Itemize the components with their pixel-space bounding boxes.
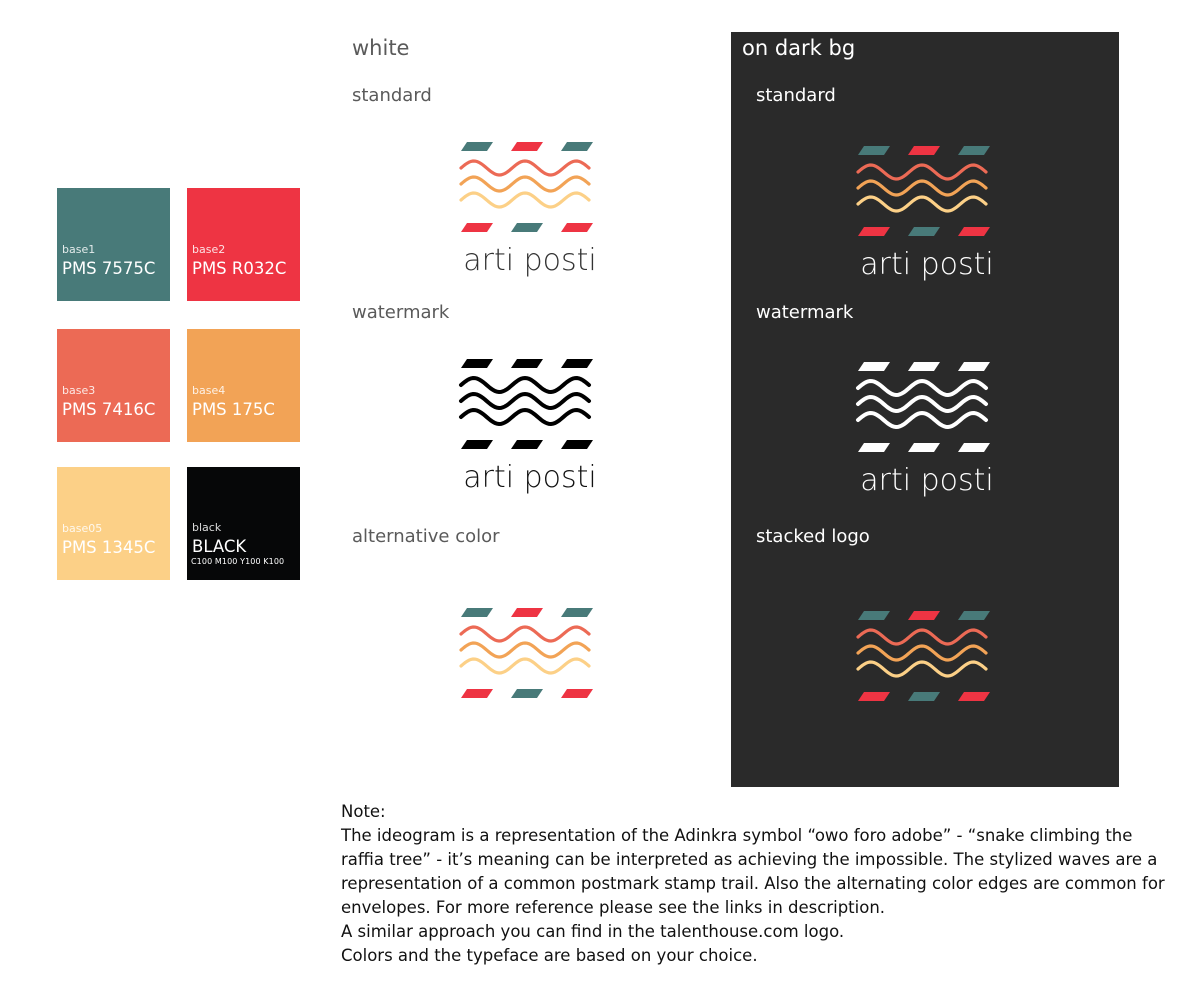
stamp-edge-bottom bbox=[908, 692, 940, 701]
swatch-base1 bbox=[57, 188, 170, 301]
white-watermark-label: watermark bbox=[352, 302, 450, 323]
postmark-wave bbox=[461, 659, 589, 673]
postmark-wave bbox=[461, 410, 589, 424]
note-title: Note: bbox=[341, 802, 386, 821]
logo-watermark-white bbox=[455, 355, 605, 500]
swatch-name: base2 bbox=[192, 243, 226, 256]
swatch-black bbox=[187, 467, 300, 580]
stamp-edge-bottom bbox=[511, 223, 543, 232]
stamp-edge-bottom bbox=[511, 689, 543, 698]
postmark-wave bbox=[858, 646, 986, 660]
postmark-wave bbox=[461, 378, 589, 392]
stamp-edge-top bbox=[958, 611, 990, 620]
logo-wordmark: arti posti bbox=[463, 460, 597, 495]
stamp-edge-bottom bbox=[461, 440, 493, 449]
swatch-base2 bbox=[187, 188, 300, 301]
stamp-edge-top bbox=[958, 146, 990, 155]
logo-wordmark: arti posti bbox=[860, 463, 994, 498]
logo-stacked-dark bbox=[852, 607, 1002, 713]
swatch-name: base4 bbox=[192, 384, 226, 397]
swatch-base4 bbox=[187, 329, 300, 442]
stamp-edge-top bbox=[561, 142, 593, 151]
note-line: Colors and the typeface are based on your choice. bbox=[341, 946, 758, 965]
swatch-code: PMS 175C bbox=[192, 400, 275, 419]
dark-stacked-label: stacked logo bbox=[756, 526, 870, 547]
swatch-name: base3 bbox=[62, 384, 96, 397]
swatch-code: BLACK bbox=[192, 537, 247, 556]
swatch-base3 bbox=[57, 329, 170, 442]
note-line: The ideogram is a representation of the Adinkra symbol “owo foro adobe” - “snake climbing the raffia tree” - it’s meaning can be interpreted as achieving the impossible. The stylized waves are a representation of a common postmark stamp trail. Also the alternating color edges are common for envelopes. For more reference please see the links in description. bbox=[341, 826, 1165, 917]
stamp-edge-bottom bbox=[858, 692, 890, 701]
swatch-base05 bbox=[57, 467, 170, 580]
stamp-edge-top bbox=[461, 142, 493, 151]
waves-stamp-icon bbox=[455, 138, 605, 283]
stamp-edge-top bbox=[858, 362, 890, 371]
logo-watermark-dark bbox=[852, 358, 1002, 503]
stamp-edge-top bbox=[858, 146, 890, 155]
stamp-edge-top bbox=[511, 359, 543, 368]
stamp-edge-bottom bbox=[511, 440, 543, 449]
stamp-edge-top bbox=[908, 146, 940, 155]
postmark-wave bbox=[858, 181, 986, 195]
swatch-name: base1 bbox=[62, 243, 96, 256]
postmark-wave bbox=[461, 177, 589, 191]
waves-stamp-icon bbox=[455, 604, 605, 710]
postmark-wave bbox=[461, 643, 589, 657]
postmark-wave bbox=[461, 394, 589, 408]
waves-stamp-icon bbox=[852, 142, 1002, 287]
stamp-edge-bottom bbox=[858, 443, 890, 452]
postmark-wave bbox=[858, 165, 986, 179]
stamp-edge-bottom bbox=[958, 227, 990, 236]
swatch-cmyk: C100 M100 Y100 K100 bbox=[191, 557, 285, 566]
logo-standard-white bbox=[455, 138, 605, 283]
stamp-edge-bottom bbox=[958, 692, 990, 701]
waves-stamp-icon bbox=[852, 358, 1002, 503]
stamp-edge-top bbox=[511, 142, 543, 151]
white-column-heading: white bbox=[352, 36, 410, 60]
stamp-edge-bottom bbox=[461, 689, 493, 698]
postmark-wave bbox=[461, 161, 589, 175]
white-standard-label: standard bbox=[352, 85, 432, 106]
stamp-edge-top bbox=[561, 359, 593, 368]
postmark-wave bbox=[461, 193, 589, 207]
white-alternative-label: alternative color bbox=[352, 526, 500, 547]
postmark-wave bbox=[858, 630, 986, 644]
logo-standard-dark bbox=[852, 142, 1002, 287]
postmark-wave bbox=[858, 197, 986, 211]
stamp-edge-top bbox=[908, 611, 940, 620]
stamp-edge-top bbox=[958, 362, 990, 371]
postmark-wave bbox=[461, 627, 589, 641]
waves-stamp-icon bbox=[852, 607, 1002, 713]
stamp-edge-top bbox=[511, 608, 543, 617]
swatch-code: PMS 7416C bbox=[62, 400, 156, 419]
stamp-edge-bottom bbox=[958, 443, 990, 452]
stamp-edge-top bbox=[858, 611, 890, 620]
stamp-edge-bottom bbox=[561, 440, 593, 449]
waves-stamp-icon bbox=[455, 355, 605, 500]
swatch-name: black bbox=[192, 521, 222, 534]
postmark-wave bbox=[858, 413, 986, 427]
note-block bbox=[341, 800, 1171, 968]
logo-wordmark: arti posti bbox=[860, 247, 994, 282]
postmark-wave bbox=[858, 397, 986, 411]
stamp-edge-top bbox=[561, 608, 593, 617]
swatch-name: base05 bbox=[62, 522, 103, 535]
stamp-edge-bottom bbox=[561, 223, 593, 232]
stamp-edge-top bbox=[461, 359, 493, 368]
stamp-edge-top bbox=[908, 362, 940, 371]
dark-column-heading: on dark bg bbox=[742, 36, 856, 60]
note-line: A similar approach you can find in the talenthouse.com logo. bbox=[341, 922, 845, 941]
stamp-edge-bottom bbox=[908, 443, 940, 452]
stamp-edge-bottom bbox=[461, 223, 493, 232]
dark-standard-label: standard bbox=[756, 85, 836, 106]
dark-watermark-label: watermark bbox=[756, 302, 854, 323]
postmark-wave bbox=[858, 662, 986, 676]
stamp-edge-bottom bbox=[561, 689, 593, 698]
logo-wordmark: arti posti bbox=[463, 243, 597, 278]
logo-alternative-white bbox=[455, 604, 605, 710]
swatch-code: PMS 7575C bbox=[62, 259, 156, 278]
swatch-code: PMS R032C bbox=[192, 259, 287, 278]
postmark-wave bbox=[858, 381, 986, 395]
swatch-code: PMS 1345C bbox=[62, 538, 156, 557]
stamp-edge-bottom bbox=[858, 227, 890, 236]
stamp-edge-bottom bbox=[908, 227, 940, 236]
stamp-edge-top bbox=[461, 608, 493, 617]
